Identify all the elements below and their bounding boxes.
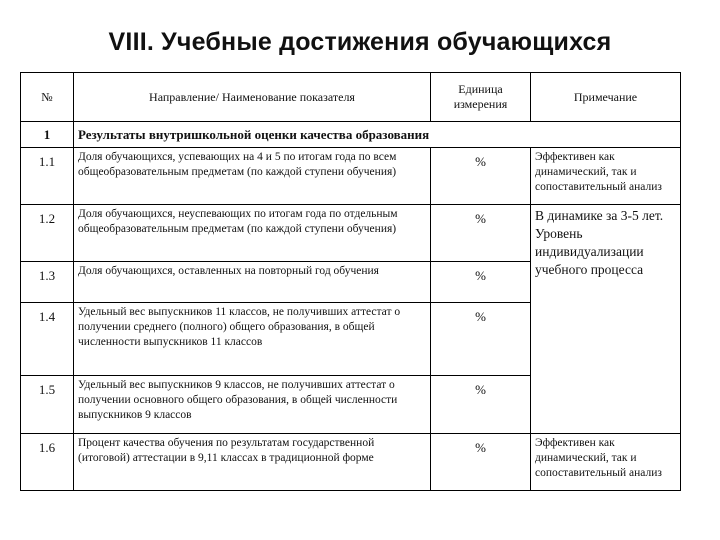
row-name: Доля обучающихся, оставленных на повторный год обучения <box>74 262 431 303</box>
table-row <box>21 205 681 262</box>
table-row <box>21 434 681 491</box>
header-row <box>21 73 681 122</box>
header-unit: Единица измерения <box>431 73 531 122</box>
row-name: Доля обучающихся, успевающих на 4 и 5 по итогам года по всем общеобразовательным предметам (по каждой ступени обучения) <box>74 148 431 205</box>
row-note: Эффективен как динамический, так и сопоставительный анализ <box>531 148 681 205</box>
row-name: Удельный вес выпускников 11 классов, не получивших аттестат о получении среднего (полного) общего образования, в общей численности выпускников 11 классов <box>74 303 431 376</box>
page-title: VIII. Учебные достижения обучающихся <box>108 28 612 56</box>
row-name: Доля обучающихся, неуспевающих по итогам года по отдельным общеобразовательным предметам (по каждой ступени обучения) <box>74 205 431 262</box>
row-unit: % <box>431 376 531 434</box>
section-row <box>21 122 681 148</box>
row-unit: % <box>431 262 531 303</box>
section-num: 1 <box>21 122 74 148</box>
section-title: Результаты внутришкольной оценки качества образования <box>74 122 681 148</box>
row-num: 1.3 <box>21 262 74 303</box>
row-unit: % <box>431 434 531 491</box>
row-num: 1.4 <box>21 303 74 376</box>
row-num: 1.5 <box>21 376 74 434</box>
row-num: 1.2 <box>21 205 74 262</box>
table-row <box>21 148 681 205</box>
header-num: № <box>21 73 74 122</box>
row-unit: % <box>431 205 531 262</box>
row-name: Удельный вес выпускников 9 классов, не получивших аттестат о получении основного общего образования, в общей численности выпускников 9 классов <box>74 376 431 434</box>
header-note: Примечание <box>531 73 681 122</box>
row-num: 1.6 <box>21 434 74 491</box>
row-note-merged: В динамике за 3-5 лет. Уровень индивидуализации учебного процесса <box>531 205 681 434</box>
indicators-table <box>20 72 681 491</box>
row-unit: % <box>431 303 531 376</box>
row-note: Эффективен как динамический, так и сопоставительный анализ <box>531 434 681 491</box>
row-unit: % <box>431 148 531 205</box>
row-name: Процент качества обучения по результатам государственной (итоговой) аттестации в 9,11 классах в традиционной форме <box>74 434 431 491</box>
header-name: Направление/ Наименование показателя <box>74 73 431 122</box>
row-num: 1.1 <box>21 148 74 205</box>
